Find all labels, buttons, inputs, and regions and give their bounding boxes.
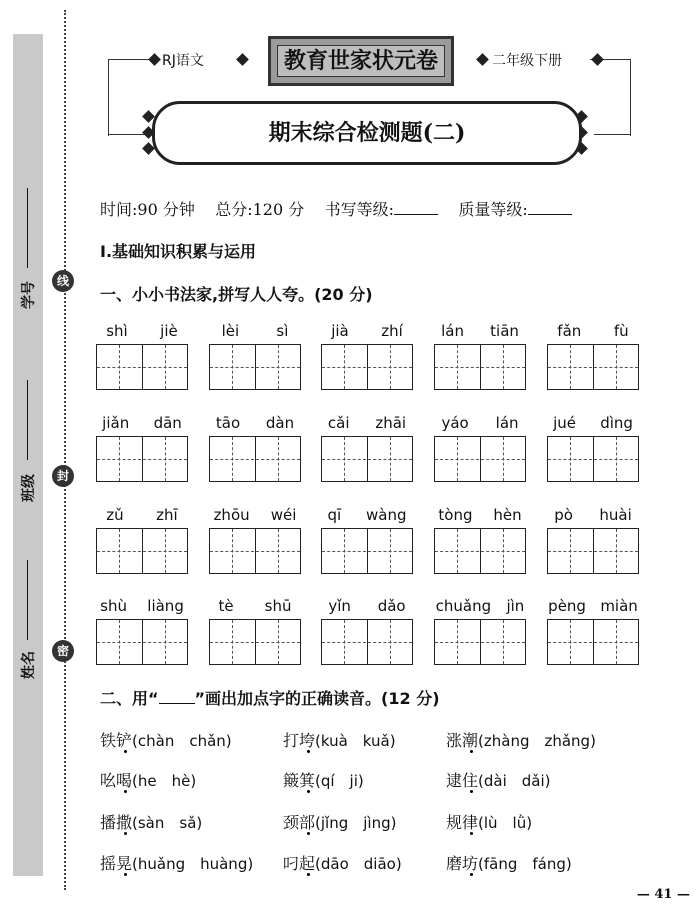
writing-grid[interactable] — [209, 528, 301, 574]
pinyin-syllable: lán — [495, 414, 519, 432]
grade-tag: 二年级下册 — [492, 53, 562, 69]
writing-grade-label: 书写等级: — [324, 200, 394, 219]
part-one-title: Ⅰ.基础知识积累与运用 — [100, 242, 257, 261]
pinyin-syllable: lán — [441, 322, 464, 340]
pinyin-syllable: jià — [331, 322, 349, 340]
emphasis-dot — [470, 750, 473, 753]
writing-grid[interactable] — [321, 344, 413, 390]
writing-grid[interactable] — [434, 619, 526, 665]
emphasis-dot — [307, 873, 310, 876]
pinyin-label — [428, 597, 532, 615]
time-info: 时间:90 分钟 — [100, 200, 195, 219]
pinyin-syllable: wàng — [366, 506, 407, 524]
writing-grid[interactable] — [434, 436, 526, 482]
writing-grid[interactable] — [209, 619, 301, 665]
reading-choice-item[interactable] — [100, 728, 232, 751]
reading-options[interactable]: (dài dǎi) — [478, 772, 551, 790]
page-number: — 41 — — [636, 887, 690, 902]
pinyin-syllable: shū — [264, 597, 292, 615]
pinyin-syllable: yáo — [441, 414, 469, 432]
reading-choice-item[interactable] — [283, 810, 396, 833]
reading-choice-item[interactable] — [283, 768, 364, 791]
reading-options[interactable]: (jǐng jìng) — [315, 814, 397, 832]
exam-title: 期末综合检测题(二) — [152, 101, 582, 165]
reading-options[interactable]: (lù lǜ) — [478, 814, 533, 832]
word-text: 吆喝 — [100, 771, 133, 790]
left-connector-bottom — [108, 134, 148, 135]
reading-options[interactable]: (kuà kuǎ) — [315, 732, 396, 750]
question-two-title: 二、用“ ”画出加点字的正确读音。(12 分) — [100, 689, 440, 708]
pinyin-syllable: dān — [153, 414, 182, 432]
exam-info — [100, 197, 572, 220]
pinyin-label — [90, 414, 194, 432]
pinyin-label — [541, 506, 645, 524]
emphasis-dot — [124, 832, 127, 835]
pinyin-syllable: zhī — [156, 506, 178, 524]
reading-choice-item[interactable] — [446, 768, 550, 791]
word-text: 磨坊 — [446, 854, 479, 873]
pinyin-syllable: lèi — [221, 322, 240, 340]
pinyin-syllable: jué — [553, 414, 576, 432]
pinyin-syllable: pèng — [548, 597, 586, 615]
word-text: 逮住 — [446, 771, 479, 790]
pinyin-syllable: zhōu — [213, 506, 250, 524]
pinyin-syllable: zhāi — [375, 414, 407, 432]
reading-choice-item[interactable] — [100, 851, 253, 874]
reading-options[interactable]: (huǎng huàng) — [132, 855, 254, 873]
pinyin-syllable: sì — [276, 322, 289, 340]
reading-options[interactable]: (dāo diāo) — [315, 855, 402, 873]
pinyin-syllable: shù — [100, 597, 127, 615]
cut-line — [64, 10, 66, 890]
emphasis-dot — [307, 832, 310, 835]
writing-grid[interactable] — [209, 344, 301, 390]
writing-grid[interactable] — [547, 344, 639, 390]
pinyin-label — [428, 414, 532, 432]
total-info: 总分:120 分 — [215, 200, 305, 219]
class-line — [27, 380, 28, 460]
word-text: 摇晃 — [100, 854, 133, 873]
pinyin-syllable: pò — [554, 506, 573, 524]
name-label: 姓名 — [21, 651, 37, 679]
binding-strip — [13, 34, 43, 876]
writing-grid[interactable] — [96, 619, 188, 665]
pinyin-syllable: tòng — [438, 506, 473, 524]
pinyin-label — [203, 506, 307, 524]
emphasis-dot — [307, 750, 310, 753]
pinyin-syllable: tiān — [490, 322, 519, 340]
pinyin-label — [541, 414, 645, 432]
writing-grid[interactable] — [96, 528, 188, 574]
emphasis-dot — [470, 873, 473, 876]
reading-options[interactable]: (he hè) — [132, 772, 197, 790]
reading-choice-item[interactable] — [446, 810, 532, 833]
reading-options[interactable]: (chàn chǎn) — [132, 732, 232, 750]
writing-grid[interactable] — [96, 344, 188, 390]
pinyin-label — [203, 322, 307, 340]
pinyin-syllable: huài — [599, 506, 632, 524]
reading-options[interactable]: (zhàng zhǎng) — [478, 732, 596, 750]
class-label: 班级 — [21, 474, 37, 502]
word-text: 规律 — [446, 813, 479, 832]
reading-choice-item[interactable] — [283, 851, 402, 874]
reading-choice-item[interactable] — [100, 768, 196, 791]
emphasis-dot — [470, 832, 473, 835]
emphasis-dot — [307, 790, 310, 793]
word-text: 铁铲 — [100, 731, 133, 750]
pinyin-label — [541, 597, 645, 615]
right-connector-bottom — [594, 134, 630, 135]
word-text: 涨潮 — [446, 731, 479, 750]
pinyin-syllable: jiǎn — [102, 414, 130, 432]
student-no-line — [27, 188, 28, 268]
writing-grid[interactable] — [209, 436, 301, 482]
emphasis-dot — [124, 873, 127, 876]
pinyin-label — [315, 322, 419, 340]
pinyin-syllable: zhí — [381, 322, 403, 340]
left-connector — [108, 59, 157, 136]
emphasis-dot — [470, 790, 473, 793]
pinyin-syllable: yǐn — [328, 597, 351, 615]
word-text: 簸箕 — [283, 771, 316, 790]
reading-options[interactable]: (sàn sǎ) — [132, 814, 203, 832]
series-banner — [268, 36, 454, 86]
writing-grid[interactable] — [321, 528, 413, 574]
writing-grid[interactable] — [321, 619, 413, 665]
pinyin-label — [315, 506, 419, 524]
pinyin-syllable: dàn — [265, 414, 295, 432]
pinyin-label — [90, 322, 194, 340]
pinyin-label — [203, 597, 307, 615]
reading-options[interactable]: (qí ji) — [315, 772, 364, 790]
pinyin-syllable: tāo — [215, 414, 241, 432]
question-one-title: 一、小小书法家,拼写人人夸。(20 分) — [100, 285, 373, 304]
pinyin-label — [428, 506, 532, 524]
word-text: 颈部 — [283, 813, 316, 832]
pinyin-syllable: jiè — [160, 322, 178, 340]
writing-grid[interactable] — [96, 436, 188, 482]
emphasis-dot — [124, 750, 127, 753]
pinyin-label — [315, 414, 419, 432]
pinyin-syllable: liàng — [147, 597, 184, 615]
diamond-icon — [236, 53, 249, 66]
quality-grade-label: 质量等级: — [458, 200, 528, 219]
name-line — [27, 560, 28, 640]
right-connector — [590, 59, 631, 136]
reading-choice-item[interactable] — [446, 728, 596, 751]
seal-feng: 封 — [52, 465, 74, 487]
underline-sample — [159, 689, 195, 704]
pinyin-label — [90, 597, 194, 615]
quality-grade-blank[interactable] — [528, 200, 572, 215]
pinyin-syllable: miàn — [600, 597, 638, 615]
reading-choice-item[interactable] — [283, 728, 396, 751]
pinyin-syllable: zǔ — [106, 506, 124, 524]
pinyin-syllable: qī — [327, 506, 342, 524]
writing-grid[interactable] — [321, 436, 413, 482]
pinyin-label — [203, 414, 307, 432]
pinyin-label — [315, 597, 419, 615]
writing-grid[interactable] — [547, 528, 639, 574]
pinyin-syllable: fǎn — [557, 322, 582, 340]
pinyin-syllable: jìn — [506, 597, 525, 615]
reading-choice-item[interactable] — [446, 851, 572, 874]
word-text: 叼起 — [283, 854, 316, 873]
writing-grade-blank[interactable] — [394, 200, 438, 215]
pinyin-label — [428, 322, 532, 340]
series-title: 教育世家状元卷 — [277, 45, 445, 77]
diamond-icon — [476, 53, 489, 66]
seal-mi: 密 — [52, 640, 74, 662]
writing-grid[interactable] — [547, 619, 639, 665]
word-text: 打垮 — [283, 731, 316, 750]
subject-tag: RJ语文 — [162, 53, 204, 69]
writing-grid[interactable] — [434, 528, 526, 574]
reading-choice-item[interactable] — [100, 810, 202, 833]
writing-grid[interactable] — [434, 344, 526, 390]
pinyin-syllable: fù — [613, 322, 629, 340]
pinyin-syllable: tè — [218, 597, 234, 615]
word-text: 播撒 — [100, 813, 133, 832]
writing-grid[interactable] — [547, 436, 639, 482]
pinyin-label — [90, 506, 194, 524]
pinyin-syllable: dǎo — [377, 597, 406, 615]
reading-options[interactable]: (fāng fáng) — [478, 855, 572, 873]
pinyin-label — [541, 322, 645, 340]
emphasis-dot — [124, 790, 127, 793]
pinyin-syllable: chuǎng — [435, 597, 492, 615]
seal-xian: 线 — [52, 270, 74, 292]
pinyin-syllable: dìng — [600, 414, 633, 432]
pinyin-syllable: hèn — [493, 506, 522, 524]
pinyin-syllable: cǎi — [327, 414, 350, 432]
pinyin-syllable: wéi — [270, 506, 297, 524]
pinyin-syllable: shì — [106, 322, 128, 340]
student-no-label: 学号 — [21, 281, 37, 309]
